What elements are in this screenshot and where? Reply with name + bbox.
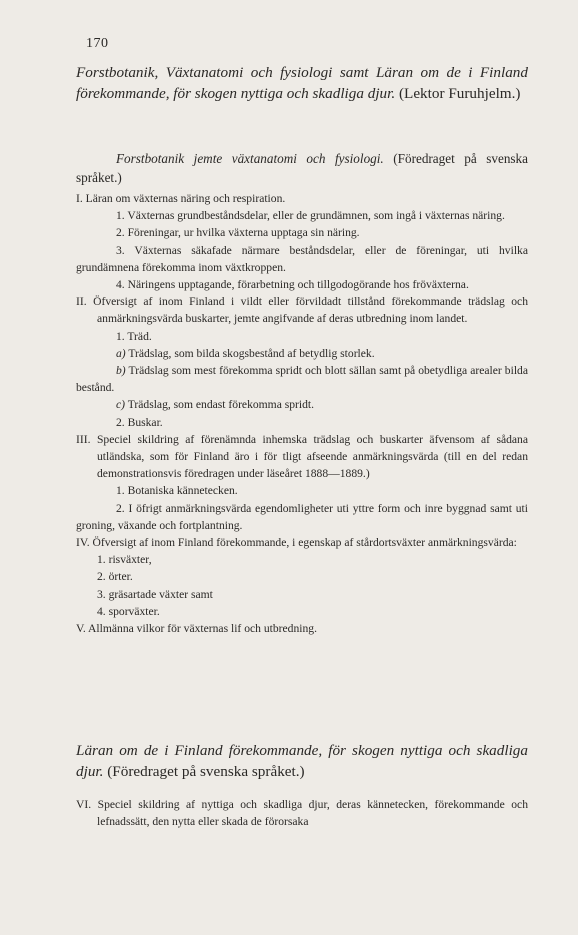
outline-V (76, 620, 528, 637)
outline-I-3: 3. Växternas säkafade närmare beståndsdelar, eller de föreningar, uti hvilka grundämnena förekomma inom växtkroppen. (76, 243, 528, 274)
outline-III-1: 1. Botaniska kännetecken. (116, 484, 238, 498)
outline-I-4: 4. Näringens upptagande, förarbetning och tillgodogörande hos fröväxterna. (116, 278, 469, 292)
outline-IV-2: 2. örter. (97, 570, 133, 584)
outline-list (76, 190, 528, 637)
outline-V-num: V. (76, 622, 86, 636)
outline-II-1: 1. Träd. (116, 329, 152, 343)
section-1-title-text: Forstbotanik, Växtanatomi och fysiologi samt Läran om de i Finland förekommande, för skogen nyttiga och skadliga djur. (76, 64, 528, 102)
outline-III-2: 2. I öfrigt anmärkningsvärda egendomligheter uti yttre form och inre byggnad samt uti groning, växande och fortplantning. (76, 501, 528, 532)
outline-IV-1: 1. risväxter, (97, 553, 152, 567)
outline-IV-4: 4. sporväxter. (97, 604, 160, 618)
outline-I-2: 2. Föreningar, ur hvilka växterna upptaga sin näring. (116, 226, 360, 240)
outline-VI-text: Speciel skildring af nyttiga och skadliga djur, deras kännetecken, förekommande och lefnadssätt, den nytta eller skada de förorsaka (97, 798, 528, 829)
outline-II-b-text: Trädslag som mest förekomma spridt och blott sällan samt på obetydliga arealer bilda bestånd. (76, 364, 528, 395)
outline-III-text: Speciel skildring af förenämnda inhemska trädslag och buskarter äfvensom af sådana utländska, som för Finland äro i för tligt afseende anmärkningsvärda (till en del redan demonstrationsvis föredragen under läseåret 1888—1889.) (96, 432, 528, 481)
section-1-title (76, 62, 528, 104)
outline-II-a-text: Trädslag, som bilda skogsbestånd af betydlig storlek. (128, 346, 375, 360)
outline-I (76, 190, 528, 207)
outline-II (76, 293, 528, 327)
outline-IV-text: Öfversigt af inom Finland förekommande, i egenskap af stårdortsväxter anmärkningsvärda: (92, 536, 517, 550)
outline-III (76, 431, 528, 483)
section-1-subtitle (76, 150, 528, 187)
outline-list-2 (76, 796, 528, 830)
outline-II-c-label: c) (116, 398, 126, 412)
section-1-lecturer: (Lektor Furuhjelm.) (398, 85, 521, 102)
outline-I-text: Läran om växternas näring och respiration. (85, 192, 286, 205)
outline-VI-num: VI. (76, 798, 92, 811)
outline-IV (76, 534, 528, 551)
outline-II-text: Öfversigt af inom Finland i vildt eller förvildadt tillstånd förekommande trädslag och anmärkningsvärda buskarter, jemte angifvande af deras utbredning inom landet. (93, 295, 528, 326)
outline-I-1: 1. Växternas grundbeståndsdelar, eller de grundämnen, som ingå i växternas näring. (116, 209, 505, 223)
outline-I-num: I. (76, 192, 83, 205)
section-2-title (76, 740, 528, 782)
outline-VI (76, 796, 528, 830)
outline-IV-num: IV. (76, 536, 90, 550)
outline-II-c (76, 396, 528, 413)
page-number: 170 (86, 36, 109, 51)
outline-II-a (76, 345, 528, 362)
section-2-title-text: Läran om de i Finland förekommande, för skogen nyttiga och skadliga djur. (76, 742, 528, 780)
outline-II-2: 2. Buskar. (116, 415, 163, 429)
outline-III-num: III. (76, 432, 91, 446)
outline-II-a-label: a) (116, 346, 126, 360)
outline-II-b (76, 362, 528, 396)
section-2-title-rest: (Föredraget på svenska språket.) (107, 763, 305, 780)
outline-II-b-label: b) (116, 364, 126, 378)
subtitle-rest: (Föredraget på svenska språket.) (76, 151, 528, 185)
outline-IV-3: 3. gräsartade växter samt (97, 587, 213, 601)
outline-II-num: II. (76, 295, 87, 309)
subtitle-italic: Forstbotanik jemte växtanatomi och fysiologi. (116, 151, 384, 166)
outline-V-text: Allmänna vilkor för växternas lif och utbredning. (88, 622, 317, 636)
outline-II-c-text: Trädslag, som endast förekomma spridt. (127, 398, 315, 412)
